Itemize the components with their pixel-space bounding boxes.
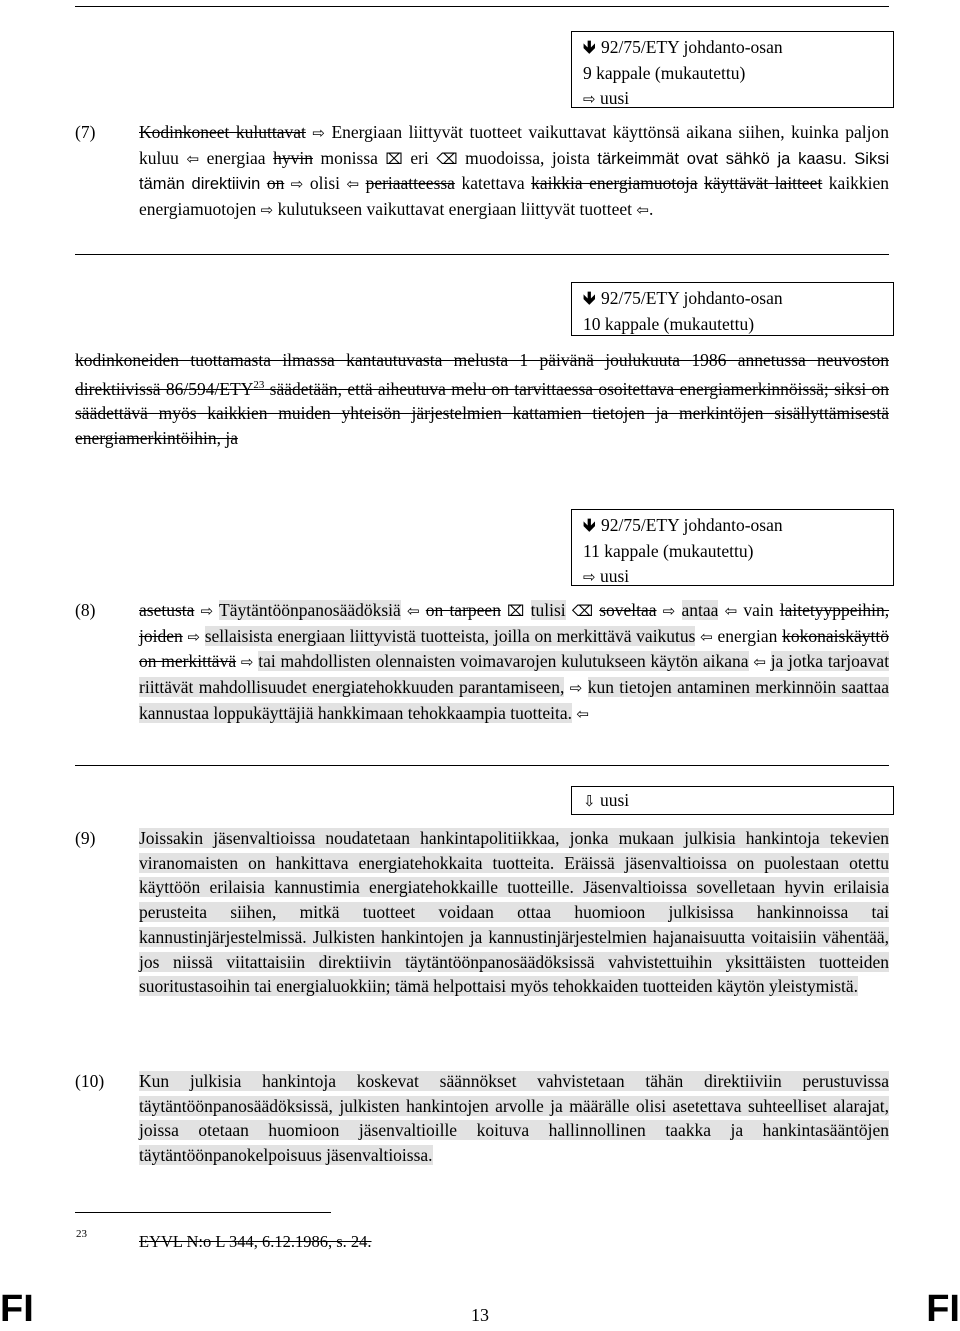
deleted-text: kokonaiskäyttö — [782, 625, 889, 646]
footer-language-right: FI — [926, 1288, 960, 1330]
text: eri — [410, 147, 429, 168]
ref-line: uusi — [599, 790, 630, 810]
down-arrow-icon: 🡻 — [583, 289, 596, 309]
text: energiaa — [206, 147, 266, 168]
paragraph-body — [139, 826, 889, 999]
text: katettava — [461, 173, 525, 194]
footnote-rule — [75, 1212, 331, 1213]
left-arrow-icon: ⇦ — [186, 149, 200, 168]
down-arrow-icon: ⇩ — [583, 792, 596, 810]
paragraph-body — [139, 1069, 889, 1168]
ref-line: 11 kappale (mukautettu) — [583, 541, 754, 561]
left-arrow-icon: ⇦ — [346, 175, 360, 194]
left-arrow-icon: ⇦ — [576, 704, 589, 723]
deleted-text: asetusta — [139, 600, 195, 620]
paragraph-10 — [75, 1069, 889, 1168]
inserted-text: Joissakin jäsenvaltioissa noudatetaan hankintapolitiikkaa, jonka mukaan julkisia hankintoja tekevien viranomaisten on hankittava energiatehokkaita tuotteita. Eräissä jäsenvaltioissa on puolestaan otettu käyttöön erilaisia kannustimia energiatehokkaille tuotteille. Jäsenvaltioissa sovelletaan hyvin erilaisia perusteita siihen, mitkä tuotteet voidaan ottaa huomioon julkisissa hankinnoissa tai kannustinjärjestelmissä. Julkisten hankintojen ja kannustinjärjestelmien hajanaisuutta voitaisiin vähentää, jos niissä viitattaisiin direktiivin täytäntöönpanosäädöksissä vahvistettuihin yksittäisten tuotteiden suoritustasoihin tai energialuokkiin; tämä helpottaisi myös tehokkaiden tuotteiden käytön yleistymistä. — [139, 828, 889, 997]
paragraph-number: (7) — [75, 122, 96, 142]
x-box-icon: ⌧ — [507, 602, 525, 620]
ref-line: 92/75/ETY johdanto-osan — [601, 515, 783, 535]
inserted-text: Kun julkisia hankintoja koskevat säännökset vahvistetaan tähän direktiiviin perustuvissa täytäntöönpanosäädöksissä, julkisten hankintojen arvolle ja määrälle olisi asetettava suhteelliset alarajat, joissa otetaan huomioon jäsenvaltioille koituva hallinnollinen taakka ja hankintasääntöjen täytäntöönpanokelpoisuus jäsenvaltioissa. — [139, 1071, 889, 1166]
ref-line: uusi — [599, 566, 630, 586]
text: ja jotka tarjoavat riittävät mahdollisuudet energiatehokkuuden parantamiseen, — [139, 651, 890, 698]
inserted-text: sellaisista energiaan liittyvistä tuotteista, joilla on merkittävä vaikutus — [204, 625, 696, 646]
down-arrow-icon: 🡻 — [583, 516, 596, 536]
right-arrow-icon: ⇨ — [569, 679, 583, 698]
deleted-text: laitetyyppeihin, joiden — [139, 600, 890, 646]
right-arrow-icon: ⇨ — [290, 175, 304, 194]
page-number: 13 — [471, 1305, 489, 1325]
text: muodoissa, joista — [465, 147, 590, 168]
right-arrow-icon: ⇨ — [240, 653, 254, 672]
reference-box-4 — [571, 786, 894, 815]
deleted-text: on merkittävä — [139, 651, 237, 672]
paragraph-body — [139, 598, 889, 727]
left-arrow-icon: ⇦ — [724, 602, 738, 620]
inserted-text: Energiaan liittyvät tuotteet vaikuttavat käyttönsä aikana siihen, kuinka paljon kuluu — [139, 122, 890, 168]
left-arrow-icon: ⇦ — [753, 653, 766, 672]
deleted-text: periaatteessa — [365, 173, 455, 194]
reference-box-1 — [571, 31, 894, 108]
ref-line: 92/75/ETY johdanto-osan — [601, 288, 783, 308]
right-arrow-icon: ⇨ — [312, 124, 325, 142]
text: . — [649, 199, 654, 220]
deleted-text: säädetään, että aiheutuva melu on tarvittaessa osoitettava energiamerkinnöissä; siksi on säädettävä myös kaikkien muiden yhteisön järjestelmien kattamien tietojen ja merkintöjen sisällyttämisestä energiamerkintöihin, ja — [75, 378, 889, 448]
x-box-icon: ⌫ — [436, 149, 458, 168]
x-box-icon: ⌫ — [571, 602, 594, 620]
ref-line: 10 kappale (mukautettu) — [583, 314, 755, 334]
deleted-text: on tarpeen — [425, 600, 501, 620]
paragraph-number: (8) — [75, 600, 96, 620]
right-arrow-icon: ⇨ — [662, 602, 676, 620]
ref-line: uusi — [599, 88, 630, 108]
left-arrow-icon: ⇦ — [700, 627, 713, 646]
footnote-text: EYVL N:o L 344, 6.12.1986, s. 24. — [139, 1232, 372, 1251]
text: monissa — [320, 147, 378, 168]
inserted-text: tai mahdollisten olennaisten voimavarojen kulutukseen käytön aikana — [258, 651, 749, 672]
paragraph-9 — [75, 826, 889, 999]
left-arrow-icon: ⇦ — [407, 602, 420, 620]
ref-line: 9 kappale (mukautettu) — [583, 63, 746, 83]
text: tulisi — [530, 600, 566, 620]
down-arrow-icon: 🡻 — [583, 38, 596, 58]
paragraph-8 — [75, 598, 889, 727]
inserted-text: Täytäntöönpanosäädöksiä — [219, 600, 401, 620]
text: Siksi tämän direktiivin — [139, 149, 890, 194]
text: energian — [717, 625, 778, 646]
right-arrow-icon: ⇨ — [187, 627, 201, 646]
ref-line: 92/75/ETY johdanto-osan — [601, 37, 783, 57]
x-box-icon: ⌧ — [385, 149, 403, 168]
deleted-text: kaikkia energiamuotoja — [531, 173, 698, 194]
right-arrow-icon: ⇨ — [583, 568, 596, 586]
reference-box-2 — [571, 282, 894, 336]
inserted-text: kulutukseen vaikuttavat energiaan liittyvät tuotteet — [277, 199, 633, 220]
deleted-paragraph — [75, 348, 889, 451]
top-rule — [75, 6, 889, 7]
deleted-text: käyttävät laitteet — [704, 173, 823, 194]
deleted-text: on — [266, 173, 285, 194]
right-arrow-icon: ⇨ — [200, 602, 214, 620]
footnote-number: 23 — [76, 1228, 87, 1240]
paragraph-7 — [75, 120, 889, 223]
inserted-text: olisi — [309, 173, 341, 194]
paragraph-body — [139, 120, 889, 223]
deleted-text: kodinkoneiden tuottamasta ilmassa kantautuvasta melusta 1 päivänä joulukuuta 1986 annetussa neuvoston direktiivissä 86/594/ETY — [75, 350, 889, 399]
section-rule — [75, 254, 889, 255]
inserted-text: kun tietojen antaminen merkinnöin saattaa kannustaa loppukäyttäjiä hankkimaan tehokkaampia tuotteita. — [139, 677, 890, 723]
deleted-text: soveltaa — [599, 600, 657, 620]
inserted-text: kaikkien energiamuotojen — [139, 173, 890, 220]
left-arrow-icon: ⇦ — [636, 201, 649, 220]
section-rule — [75, 765, 889, 766]
inserted-text: antaa — [681, 600, 719, 620]
right-arrow-icon: ⇨ — [583, 90, 596, 108]
paragraph-number: (10) — [75, 1071, 105, 1091]
text: vain — [743, 600, 774, 620]
reference-box-3 — [571, 509, 894, 586]
footnote-ref: 23 — [253, 378, 265, 391]
deleted-text: Kodinkoneet kuluttavat — [139, 122, 306, 142]
paragraph-number: (9) — [75, 828, 96, 848]
footer-language-left: FI — [0, 1288, 34, 1330]
paragraph-body — [75, 348, 889, 451]
right-arrow-icon: ⇨ — [260, 201, 274, 220]
text: tärkeimmät ovat sähkö ja kaasu. — [597, 149, 847, 168]
deleted-text: hyvin — [273, 147, 313, 168]
